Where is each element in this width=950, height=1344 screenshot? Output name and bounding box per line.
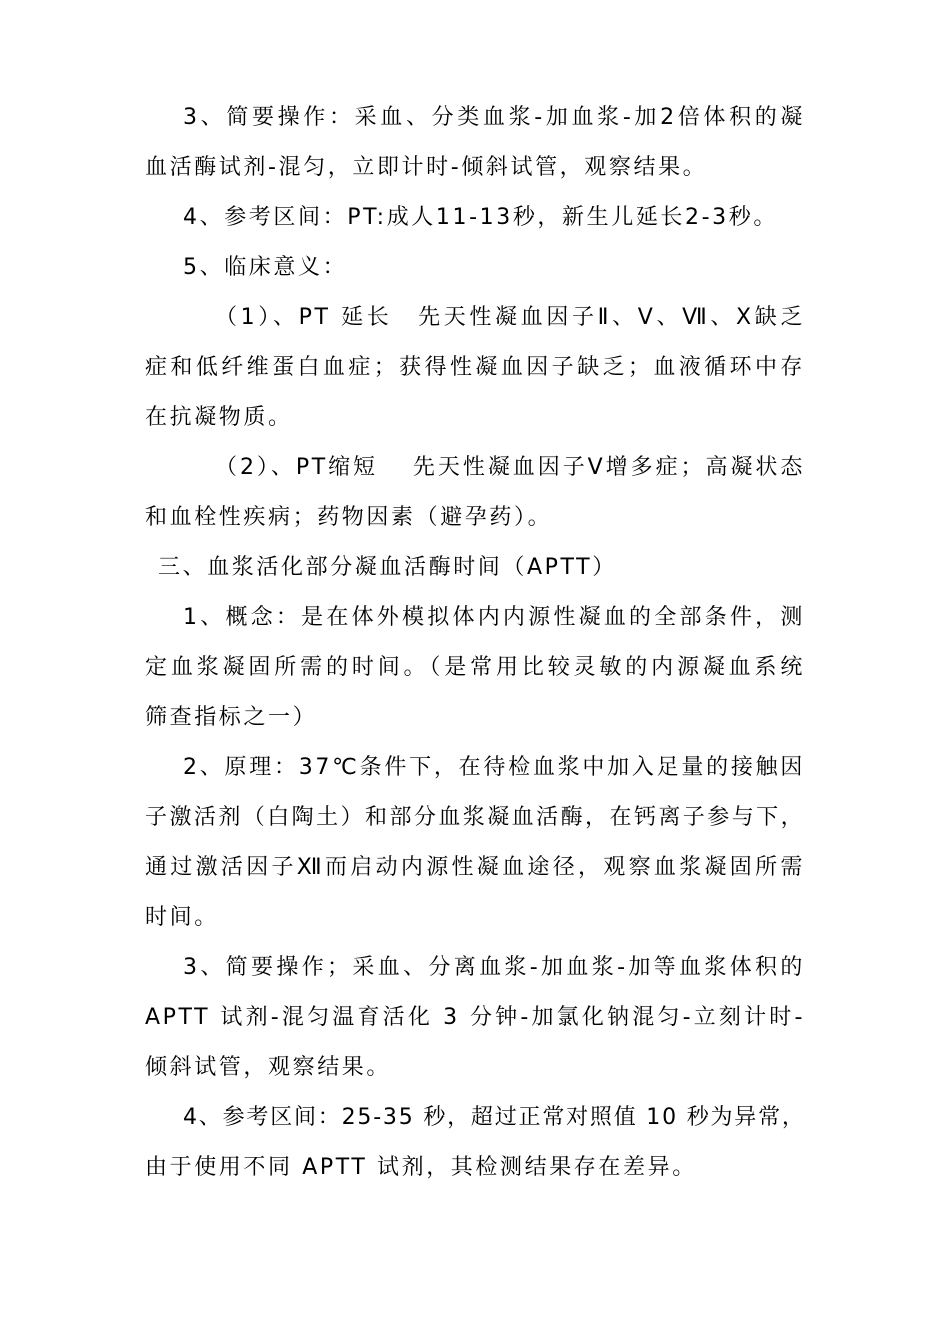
text-line-20: 倾斜试管，观察结果。 xyxy=(145,1055,392,1080)
text-line-22: 由于使用不同 APTT 试剂，其检测结果存在差异。 xyxy=(145,1155,697,1180)
text-line-7: 在抗凝物质。 xyxy=(145,405,293,430)
text-line-5: （1）、PT 延长 先天性凝血因子Ⅱ、Ⅴ、Ⅶ、Ⅹ缺乏 xyxy=(215,305,805,330)
text-line-2: 血活酶试剂-混匀，立即计时-倾斜试管，观察结果。 xyxy=(145,155,708,180)
text-line-8: （2）、PT缩短 先天性凝血因子Ⅴ增多症；高凝状态 xyxy=(215,455,805,480)
text-line-11: 1、概念：是在体外模拟体内内源性凝血的全部条件，测 xyxy=(183,605,805,630)
text-line-14: 2、原理：37℃条件下，在待检血浆中加入足量的接触因 xyxy=(183,755,805,780)
text-line-3: 4、参考区间：PT:成人11-13秒，新生儿延长2-3秒。 xyxy=(183,205,778,230)
text-line-16: 通过激活因子Ⅻ而启动内源性凝血途径，观察血浆凝固所需 xyxy=(145,855,805,880)
text-line-13: 筛查指标之一） xyxy=(145,705,318,730)
text-line-4: 5、临床意义： xyxy=(183,255,348,280)
text-line-18: 3、简要操作；采血、分离血浆-加血浆-加等血浆体积的 xyxy=(183,955,805,980)
text-line-21: 4、参考区间：25-35 秒，超过正常对照值 10 秒为异常， xyxy=(183,1105,806,1130)
text-line-15: 子激活剂（白陶土）和部分血浆凝血活酶，在钙离子参与下， xyxy=(145,805,805,830)
text-line-17: 时间。 xyxy=(145,905,219,930)
text-line-9: 和血栓性疾病；药物因素（避孕药）。 xyxy=(145,505,553,530)
text-line-1: 3、简要操作：采血、分类血浆-加血浆-加2倍体积的凝 xyxy=(183,105,805,130)
text-line-12: 定血浆凝固所需的时间。（是常用比较灵敏的内源凝血系统 xyxy=(145,655,805,680)
text-line-6: 症和低纤维蛋白血症；获得性凝血因子缺乏；血液循环中存 xyxy=(145,355,805,380)
section-heading: 三、血浆活化部分凝血活酶时间（APTT） xyxy=(158,555,617,580)
text-line-19: APTT 试剂-混匀温育活化 3 分钟-加氯化钠混匀-立刻计时- xyxy=(145,1005,805,1030)
